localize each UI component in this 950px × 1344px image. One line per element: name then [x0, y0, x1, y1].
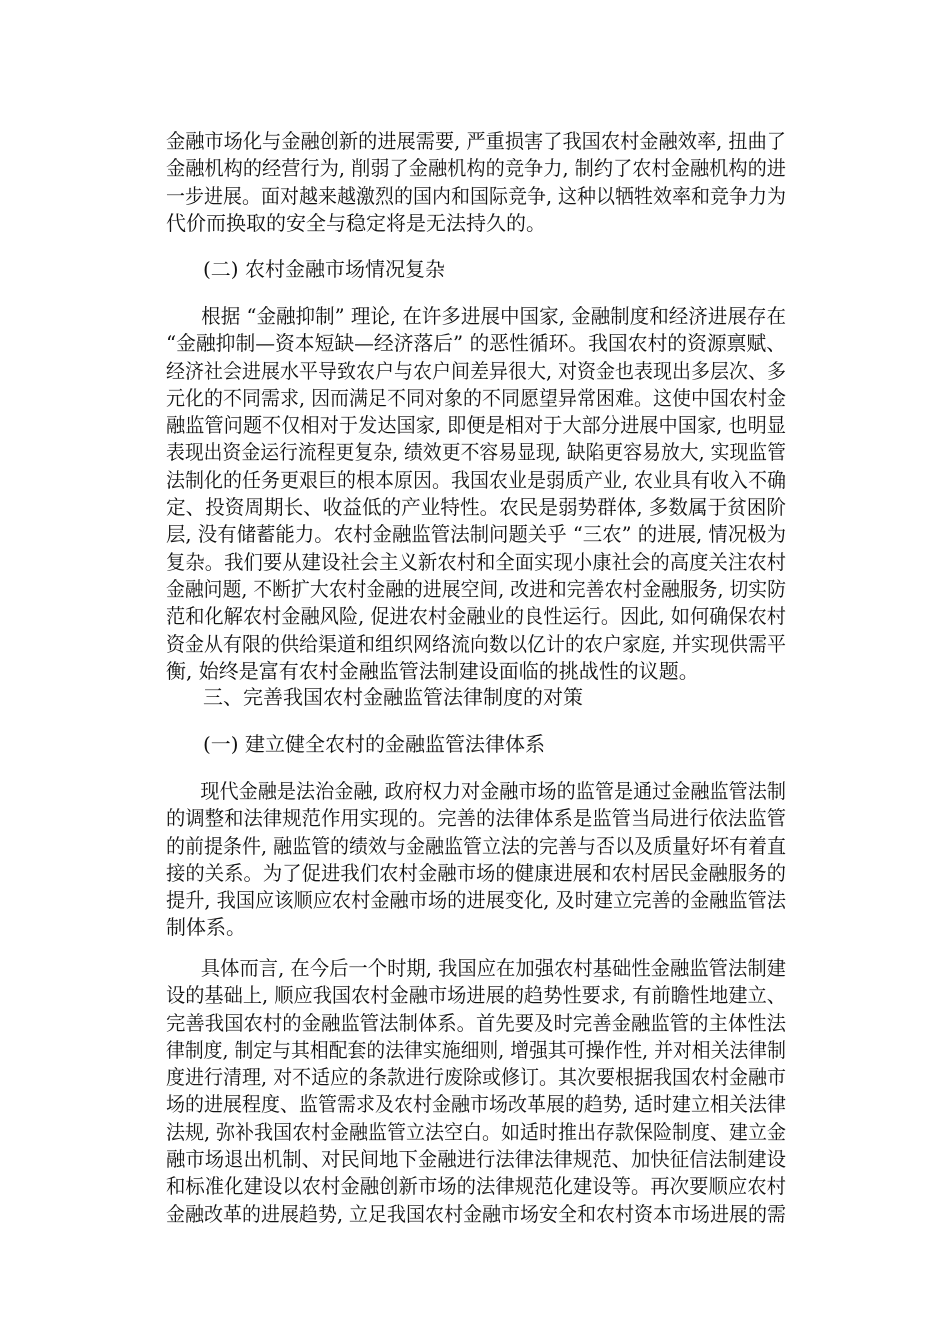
text-line: 接的关系。为了促进我们农村金融市场的健康进展和农村居民金融服务的 — [166, 860, 787, 885]
text-line: 金融机构的经营行为, 削弱了金融机构的竞争力, 制约了农村金融机构的进 — [166, 156, 787, 181]
subsection-heading-1 — [203, 731, 823, 758]
text-line: 衡, 始终是富有农村金融监管法制建设面临的挑战性的议题。 — [166, 658, 699, 683]
text-line: 经济社会进展水平导致农户与农户间差异很大, 对资金也表现出多层次、多 — [166, 358, 787, 383]
paragraph-p3 — [166, 778, 786, 942]
paragraph-p4 — [166, 955, 786, 1228]
text-line: 金融问题, 不断扩大农村金融的进展空间, 改进和完善农村金融服务, 切实防 — [166, 576, 786, 601]
text-line: 表现出资金运行流程更复杂, 绩效更不容易显现, 缺陷更容易放大, 实现监管 — [166, 440, 786, 465]
section-heading-2 — [203, 256, 823, 283]
text-line: 范和化解农村金融风险, 促进农村金融业的良性运行。因此, 如何确保农村 — [166, 604, 787, 629]
text-line: 现代金融是法治金融, 政府权力对金融市场的监管是通过金融监管法制 — [200, 779, 786, 803]
text-line: 度进行清理, 对不适应的条款进行废除或修订。其次要根据我国农村金融市 — [166, 1065, 787, 1090]
text-line: 金融改革的进展趋势, 立足我国农村金融市场安全和农村资本市场进展的需 — [166, 1201, 787, 1226]
text-line: 金融市场化与金融创新的进展需要, 严重损害了我国农村金融效率, 扭曲了 — [166, 129, 787, 153]
text-line: 根据 “金融抑制” 理论, 在许多进展中国家, 金融制度和经济进展存在 — [201, 304, 786, 328]
text-line: 复杂。我们要从建设社会主义新农村和全面实现小康社会的高度关注农村 — [166, 549, 787, 574]
text-line: 一步进展。面对越来越激烈的国内和国际竞争, 这种以牺牲效率和竞争力为 — [166, 183, 787, 208]
text-line: 资金从有限的供给渠道和组织网络流向数以亿计的农户家庭, 并实现供需平 — [166, 631, 787, 656]
text-line: 代价而换取的安全与稳定将是无法持久的。 — [166, 210, 546, 235]
text-line: 融监管问题不仅相对于发达国家, 即便是相对于大部分进展中国家, 也明显 — [166, 413, 787, 438]
text-line: 法制化的任务更艰巨的根本原因。我国农业是弱质产业, 农业具有收入不确 — [166, 467, 787, 492]
heading-line: (一) 建立健全农村的金融监管法律体系 — [203, 732, 545, 756]
text-line: 完善我国农村的金融监管法制体系。首先要及时完善金融监管的主体性法 — [166, 1010, 787, 1035]
text-line: 提升, 我国应该顺应农村金融市场的进展变化, 及时建立完善的金融监管法 — [166, 888, 787, 913]
text-line: 法规, 弥补我国农村金融监管立法空白。如适时推出存款保险制度、建立金 — [166, 1119, 787, 1144]
paragraph-p1 — [166, 128, 786, 237]
section-heading-3 — [203, 684, 823, 711]
heading-line: (二) 农村金融市场情况复杂 — [203, 257, 445, 281]
text-line: 制体系。 — [166, 915, 246, 940]
text-line: 元化的不同需求, 因而满足不同对象的不同愿望异常困难。这使中国农村金 — [166, 385, 787, 410]
heading-line: 三、完善我国农村金融监管法律制度的对策 — [203, 685, 583, 709]
text-line: 的调整和法律规范作用实现的。完善的法律体系是监管当局进行依法监管 — [166, 806, 787, 831]
paragraph-p2 — [166, 303, 786, 685]
text-line: 融市场退出机制、对民间地下金融进行法律法律规范、加快征信法制建设 — [166, 1147, 787, 1172]
text-line: 和标准化建设以农村金融创新市场的法律规范化建设等。再次要顺应农村 — [166, 1174, 787, 1199]
text-line: 设的基础上, 顺应我国农村金融市场进展的趋势性要求, 有前瞻性地建立、 — [166, 983, 787, 1008]
text-line: 的前提条件, 融监管的绩效与金融监管立法的完善与否以及质量好坏有着直 — [166, 833, 787, 858]
text-line: 定、投资周期长、收益低的产业特性。农民是弱势群体, 多数属于贫困阶 — [166, 495, 787, 520]
text-line: 层, 没有储蓄能力。农村金融监管法制问题关乎 “三农” 的进展, 情况极为 — [166, 522, 787, 547]
text-line: 具体而言, 在今后一个时期, 我国应在加强农村基础性金融监管法制建 — [200, 956, 787, 980]
text-line: 律制度, 制定与其相配套的法律实施细则, 增强其可操作性, 并对相关法律制 — [166, 1037, 786, 1062]
text-line: “金融抑制—资本短缺—经济落后” 的恶性循环。我国农村的资源禀赋、 — [166, 331, 786, 356]
text-line: 场的进展程度、监管需求及农村金融市场改革展的趋势, 适时建立相关法律 — [166, 1092, 787, 1117]
